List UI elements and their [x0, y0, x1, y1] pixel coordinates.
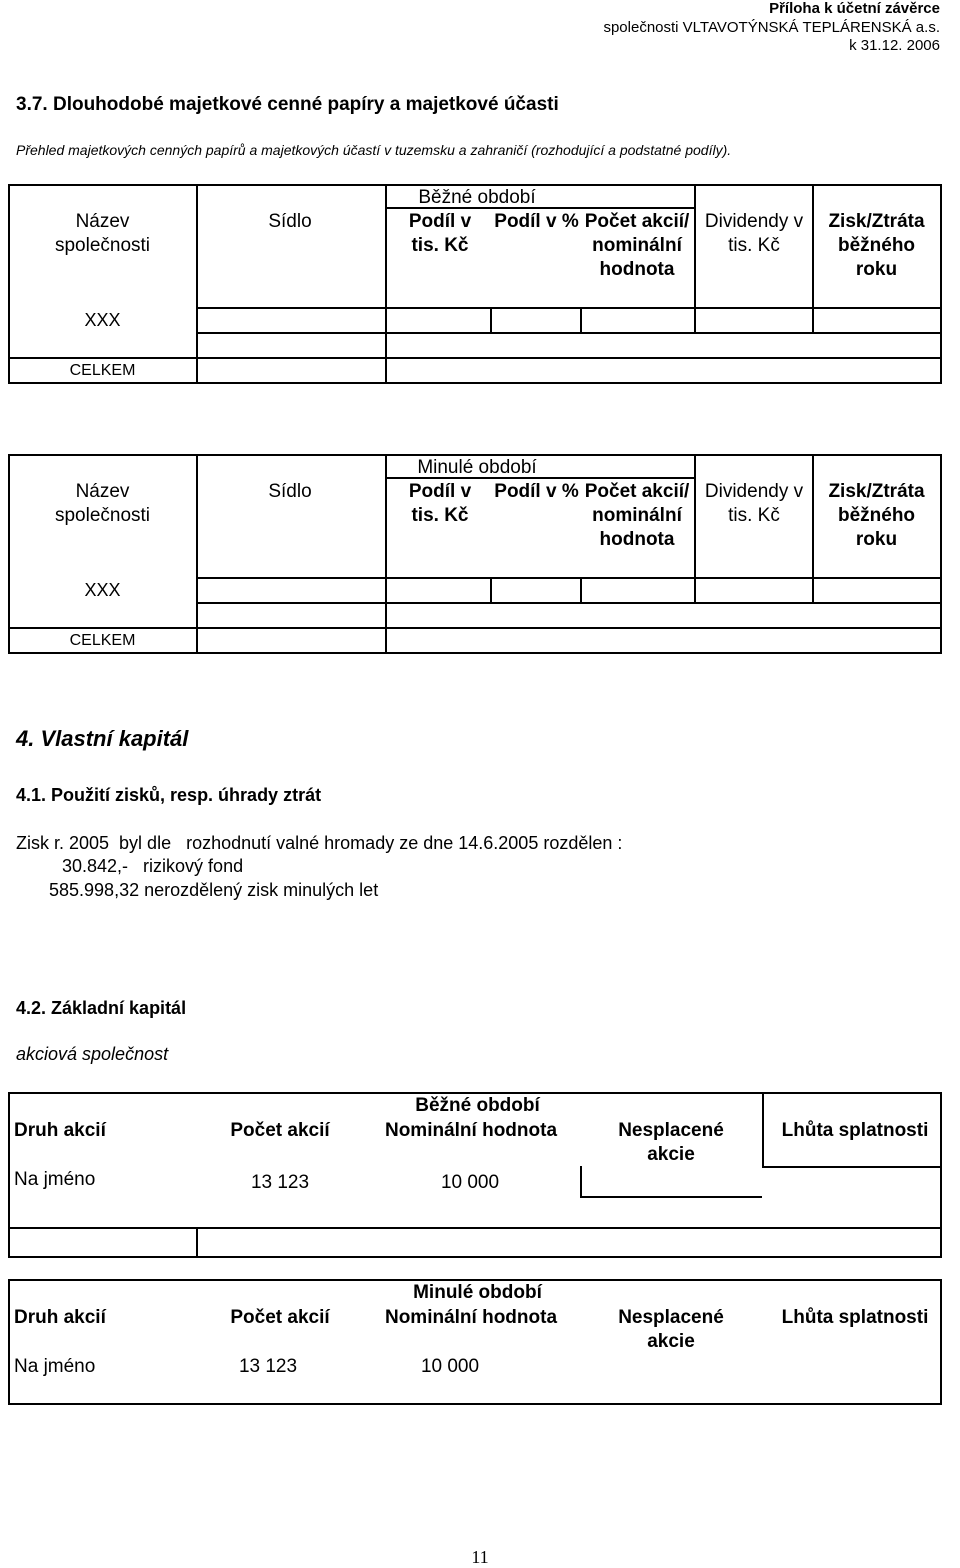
- col-header-unpaid-shares: Nesplacené akcie: [618, 1120, 724, 1165]
- row-total: CELKEM: [69, 632, 136, 649]
- col-header-share-count: Počet akcií/ nominální hodnota: [584, 481, 690, 550]
- row-total: CELKEM: [69, 362, 136, 379]
- row-xxx: XXX: [84, 310, 121, 330]
- section-4-title: 4. Vlastní kapitál: [16, 726, 189, 751]
- col-header-share-count: Počet akcií/ nominální hodnota: [584, 211, 690, 280]
- col-header-profit-loss: Zisk/Ztráta běžného roku: [828, 481, 925, 550]
- header-line-1: Příloha k účetní závěrce: [769, 0, 940, 17]
- row-share-type: Na jméno: [14, 1356, 96, 1377]
- col-header-due-period: Lhůta splatnosti: [781, 1120, 929, 1141]
- col-header-share-type: Druh akcií: [14, 1120, 106, 1141]
- row-share-count: 13 123: [250, 1172, 310, 1193]
- period-label: Běžné období: [415, 1095, 540, 1116]
- col-header-company-name: Název společnosti: [54, 211, 151, 256]
- col-header-dividends: Dividendy v tis. Kč: [704, 481, 804, 526]
- row-nominal-value: 10 000: [420, 1356, 480, 1377]
- profit-distribution-line: Zisk r. 2005 byl dle rozhodnutí valné hromady ze dne 14.6.2005 rozdělen :: [16, 833, 623, 853]
- section-37-title: 3.7. Dlouhodobé majetkové cenné papíry a majetkové účasti: [16, 94, 559, 115]
- col-header-share-count: Počet akcií: [230, 1120, 330, 1141]
- col-header-profit-loss: Zisk/Ztráta běžného roku: [828, 211, 925, 280]
- section-41-title: 4.1. Použití zisků, resp. úhrady ztrát: [16, 785, 322, 805]
- col-header-unpaid-shares: Nesplacené akcie: [618, 1307, 724, 1352]
- period-label: Minulé období: [413, 1282, 542, 1303]
- col-header-share-czk: Podíl v tis. Kč: [408, 481, 472, 526]
- col-header-share-czk: Podíl v tis. Kč: [408, 211, 472, 256]
- col-header-share-pct: Podíl v %: [494, 481, 579, 502]
- col-header-company-name: Název společnosti: [54, 481, 151, 526]
- page-number: 11: [471, 1547, 489, 1567]
- risk-fund-line: 30.842,- rizikový fond: [62, 856, 244, 876]
- row-nominal-value: 10 000: [440, 1172, 500, 1193]
- header-line-2: společnosti VLTAVOTÝNSKÁ TEPLÁRENSKÁ a.s.: [603, 19, 940, 36]
- col-header-share-count: Počet akcií: [230, 1307, 330, 1328]
- col-header-share-type: Druh akcií: [14, 1307, 106, 1328]
- col-header-seat: Sídlo: [268, 481, 312, 502]
- col-header-share-pct: Podíl v %: [494, 211, 579, 232]
- row-share-count: 13 123: [238, 1356, 298, 1377]
- row-xxx: XXX: [84, 580, 121, 600]
- col-header-seat: Sídlo: [268, 211, 312, 232]
- section-37-subtitle: Přehled majetkových cenných papírů a majetkových účastí v tuzemsku a zahraničí (rozhodující a podstatné podíly).: [16, 142, 732, 158]
- col-header-nominal-value: Nominální hodnota: [384, 1307, 558, 1328]
- row-share-type: Na jméno: [14, 1169, 96, 1190]
- col-header-dividends: Dividendy v tis. Kč: [704, 211, 804, 256]
- col-header-nominal-value: Nominální hodnota: [384, 1120, 558, 1141]
- header-line-3: k 31.12. 2006: [849, 37, 940, 54]
- section-42-title: 4.2. Základní kapitál: [16, 998, 187, 1018]
- retained-earnings-line: 585.998,32 nerozdělený zisk minulých let: [49, 880, 379, 900]
- period-label: Minulé období: [417, 457, 537, 478]
- company-type: akciová společnost: [16, 1044, 169, 1064]
- col-header-due-period: Lhůta splatnosti: [781, 1307, 929, 1328]
- period-label: Běžné období: [418, 187, 536, 208]
